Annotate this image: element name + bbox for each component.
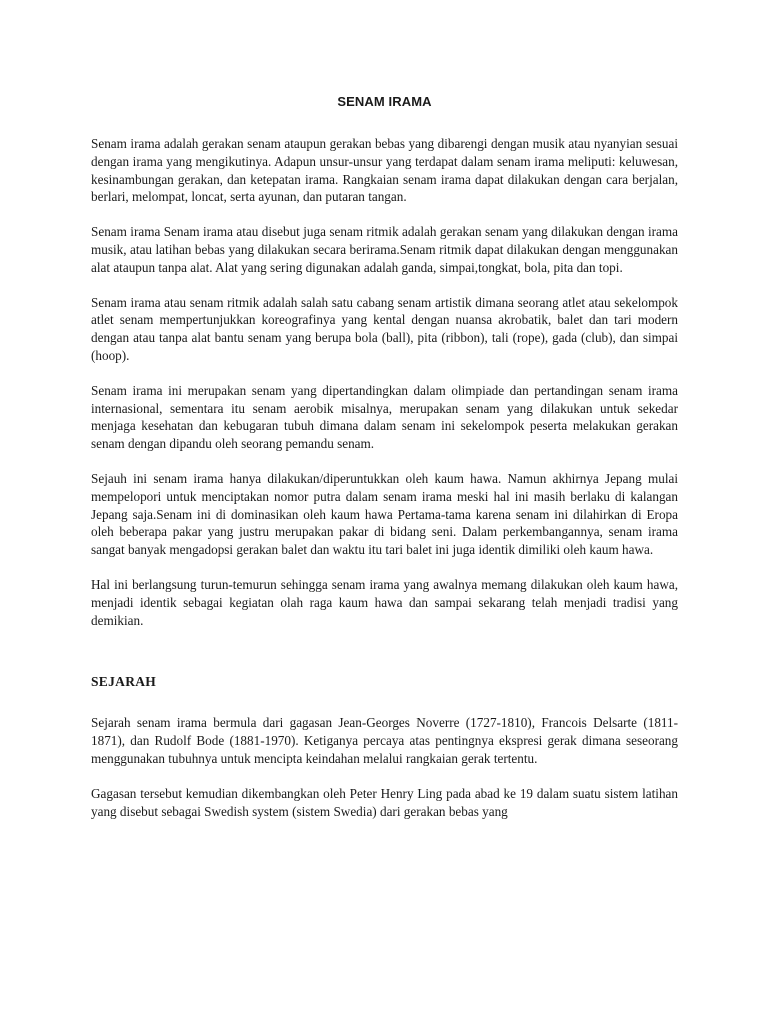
paragraph: Senam irama atau senam ritmik adalah salah satu cabang senam artistik dimana seorang atlet atau sekelompok atlet senam mempertunjukkan koreografinya yang kental dengan nuansa akrobatik, balet dan tari modern dengan atau tanpa alat bantu senam yang berupa bola (ball), pita (ribbon), tali (rope), gada (club), dan simpai (hoop). xyxy=(91,294,678,363)
document-title: SENAM IRAMA xyxy=(337,94,432,109)
paragraph: Senam irama ini merupakan senam yang dipertandingkan dalam olimpiade dan pertandingan senam irama internasional, sementara itu senam aerobik misalnya, merupakan senam yang dilakukan untuk sekedar menjaga kesehatan dan kebugaran tubuh dimana dalam senam ini sekelompok peserta melakukan gerakan senam dengan dipandu oleh seorang pemandu senam. xyxy=(91,382,678,452)
paragraph: Sejarah senam irama bermula dari gagasan Jean-Georges Noverre (1727-1810), Francois Delsarte (1811-1871), dan Rudolf Bode (1881-1970). Ketiganya percaya atas pentingnya ekspresi gerak dimana seseorang menggunakan tubuhnya untuk mencipta keindahan melalui rangkaian gerak tertentu. xyxy=(91,715,678,766)
paragraph: Gagasan tersebut kemudian dikembangkan oleh Peter Henry Ling pada abad ke 19 dalam suatu sistem latihan yang disebut sebagai Swedish system (sistem Swedia) dari gerakan bebas yang xyxy=(91,785,678,819)
section-heading: SEJARAH xyxy=(91,674,157,690)
paragraph: Hal ini berlangsung turun-temurun sehingga senam irama yang awalnya memang dilakukan oleh kaum hawa, menjadi identik sebagai kegiatan olah raga kaum hawa dan sampai sekarang telah menjadi tradisi yang demikian. xyxy=(91,576,678,628)
paragraph: Senam irama Senam irama atau disebut juga senam ritmik adalah gerakan senam yang dilakukan dengan irama musik, atau latihan bebas yang dilakukan secara berirama.Senam ritmik dapat dilakukan dengan menggunakan alat ataupun tanpa alat. Alat yang sering digunakan adalah ganda, simpai,tongkat, bola, pita dan topi. xyxy=(91,224,678,275)
paragraph: Senam irama adalah gerakan senam ataupun gerakan bebas yang dibarengi dengan musik atau nyanyian sesuai dengan irama yang mengikutinya. Adapun unsur-unsur yang terdapat dalam senam irama meliputi: keluwesan, kesinambungan gerakan, dan ketepatan irama. Rangkaian senam irama dapat dilakukan dengan cara berjalan, berlari, melompat, loncat, serta ayunan, dan putaran tangan. xyxy=(91,136,678,205)
document-body xyxy=(91,93,678,837)
paragraph: Sejauh ini senam irama hanya dilakukan/diperuntukkan oleh kaum hawa. Namun akhirnya Jepang mulai mempelopori untuk menciptakan nomor putra dalam senam irama meski hal ini masih berlaku di kalangan Jepang saja.Senam ini di dominasikan oleh kaum hawa Pertama-tama karena senam ini dilahirkan di Eropa oleh beberapa pakar yang justru merupakan pakar di bidang seni. Dalam perkembangannya, senam irama sangat banyak mengadopsi gerakan balet dan waktu itu tari balet ini juga identik dimiliki oleh kaum hawa. xyxy=(91,470,678,558)
